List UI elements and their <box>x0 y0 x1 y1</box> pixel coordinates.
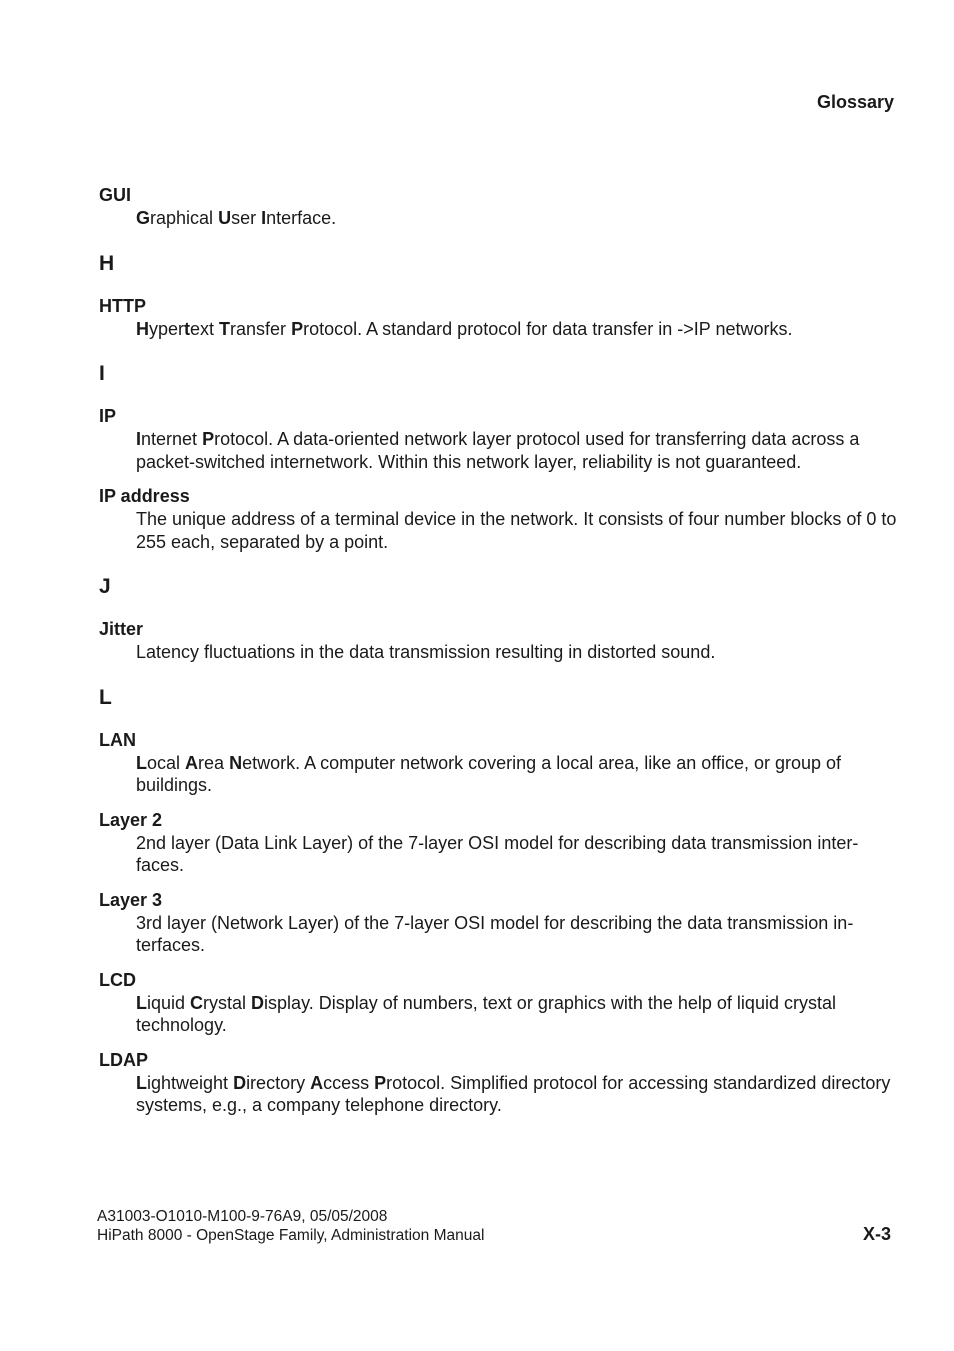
entry-term: IP <box>99 406 117 426</box>
description-text: nterface. <box>266 208 337 228</box>
glossary-entry <box>99 729 899 797</box>
letter-heading: J <box>99 575 111 598</box>
acronym-letter: G <box>136 208 151 228</box>
description-text: ransfer <box>230 318 292 339</box>
acronym-letter: t <box>184 318 191 339</box>
entry-description <box>99 641 899 664</box>
glossary-entry <box>99 485 899 553</box>
acronym-letter: L <box>136 1072 147 1093</box>
entry-description <box>99 508 899 553</box>
description-text: ightweight <box>147 1072 234 1093</box>
footer-manual-title: HiPath 8000 - OpenStage Family, Administration Manual <box>97 1227 485 1244</box>
entry-term: Jitter <box>99 619 144 639</box>
acronym-letter: L <box>136 992 147 1013</box>
acronym-letter: A <box>310 1072 324 1093</box>
description-text: The unique address of a terminal device in the network. It consists of four number blocks of 0 to 255 each, separated by a point. <box>136 509 897 552</box>
acronym-letter: A <box>185 752 199 773</box>
description-text: ser <box>231 208 262 228</box>
glossary-entry <box>99 295 899 341</box>
acronym-letter: P <box>374 1072 387 1093</box>
description-text: ocal <box>147 752 186 773</box>
entry-description <box>99 832 899 877</box>
acronym-letter: P <box>291 318 304 339</box>
entry-description <box>99 912 899 957</box>
acronym-letter: I <box>261 208 267 228</box>
glossary-entry <box>99 405 899 473</box>
entry-term: Layer 2 <box>99 809 163 830</box>
glossary-entry <box>99 618 899 664</box>
acronym-letter: D <box>251 992 265 1013</box>
acronym-letter: I <box>136 429 142 449</box>
acronym-letter: L <box>136 752 147 773</box>
acronym-letter: P <box>202 429 215 449</box>
entry-term: GUI <box>99 185 132 205</box>
glossary-entry <box>99 889 899 957</box>
glossary-entry <box>99 184 899 230</box>
description-text: raphical <box>150 208 219 228</box>
description-text: isplay. Display of numbers, text or graphics with the help of liquid crystal technology. <box>136 992 836 1035</box>
entry-description <box>99 992 899 1037</box>
acronym-letter: U <box>218 208 232 228</box>
description-text: rotocol. A data-oriented network layer protocol used for transferring data across a packet-switched internetwork. Within this network layer, reliability is not guaranteed. <box>136 429 860 472</box>
description-text: etwork. A computer network covering a local area, like an office, or group of buildings. <box>136 752 842 795</box>
entry-term: IP address <box>99 486 190 506</box>
entry-description <box>99 752 899 797</box>
entry-term: Layer 3 <box>99 889 163 910</box>
glossary-body <box>99 184 899 1129</box>
letter-heading: L <box>99 685 112 709</box>
page-number: X-3 <box>862 1224 891 1244</box>
acronym-letter: D <box>233 1072 247 1093</box>
description-text: Latency fluctuations in the data transmission resulting in distorted sound. <box>136 642 716 662</box>
footer-doc-id: A31003-O1010-M100-9-76A9, 05/05/2008 <box>97 1208 388 1225</box>
description-text: ext <box>190 318 220 339</box>
entry-term: LDAP <box>99 1049 148 1070</box>
entry-description <box>99 318 899 341</box>
description-text: rea <box>198 752 230 773</box>
description-text: rotocol. A standard protocol for data transfer in ->IP networks. <box>303 318 793 339</box>
footer-info <box>97 1207 484 1245</box>
letter-heading: H <box>99 251 115 275</box>
description-text: irectory <box>246 1072 311 1093</box>
entry-description <box>99 207 899 230</box>
acronym-letter: C <box>190 992 204 1013</box>
acronym-letter: T <box>219 318 231 339</box>
description-text: iquid <box>147 992 191 1013</box>
glossary-entry <box>99 969 899 1037</box>
entry-term: LAN <box>99 729 136 750</box>
entry-term: HTTP <box>99 295 146 316</box>
acronym-letter: H <box>136 318 149 339</box>
acronym-letter: N <box>229 752 243 773</box>
description-text: 3rd layer (Network Layer) of the 7-layer OSI model for describing the data transmission interfaces. <box>136 912 854 955</box>
description-text: nternet <box>141 429 203 449</box>
glossary-entry <box>99 1049 899 1117</box>
description-text: ccess <box>323 1072 375 1093</box>
description-text: 2nd layer (Data Link Layer) of the 7-layer OSI model for describing data transmission interfaces. <box>136 832 859 875</box>
description-text: rotocol. Simplified protocol for accessing standardized directory systems, e.g., a company telephone directory. <box>136 1072 891 1115</box>
entry-description <box>99 428 899 473</box>
description-text: yper <box>149 318 185 339</box>
description-text: rystal <box>203 992 252 1013</box>
glossary-entry <box>99 809 899 877</box>
letter-heading: I <box>99 362 105 385</box>
entry-description <box>99 1072 899 1117</box>
running-header: Glossary <box>816 92 894 112</box>
entry-term: LCD <box>99 969 136 990</box>
